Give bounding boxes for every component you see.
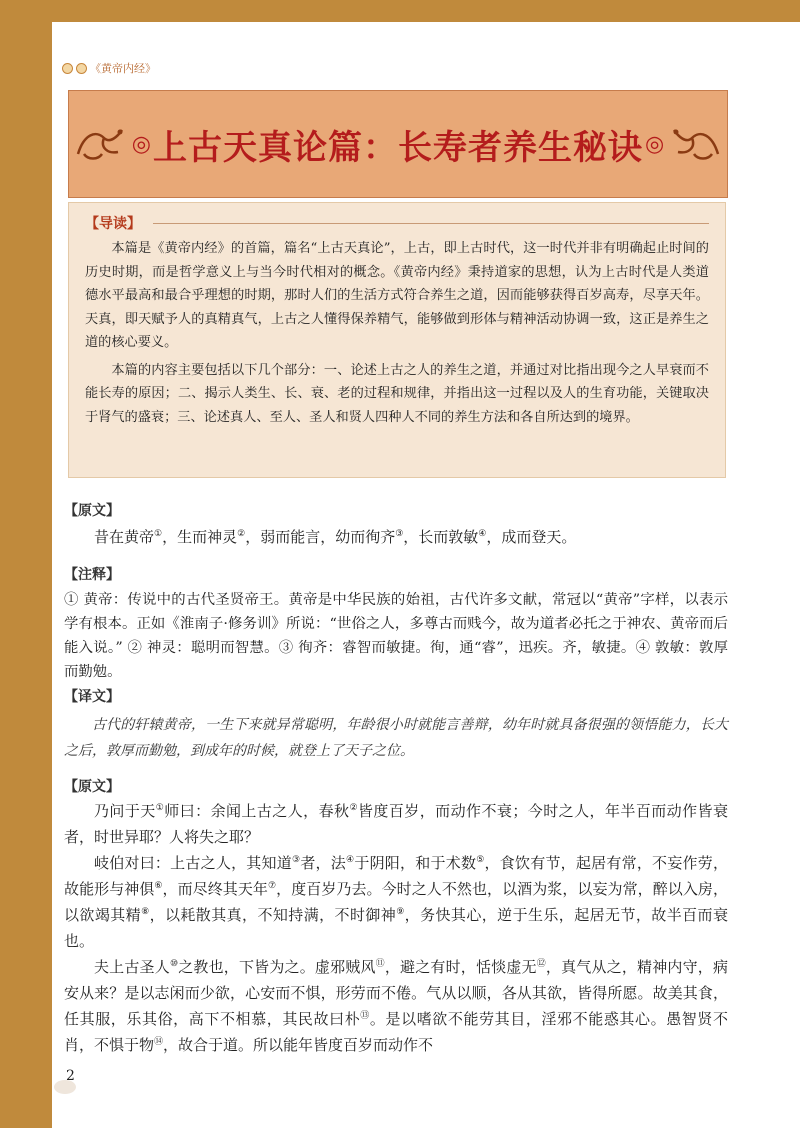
- chapter-title: 上古天真论篇：长寿者养生秘诀: [153, 127, 643, 168]
- divider: [153, 223, 709, 224]
- paragraph: 古代的轩辕黄帝，一生下来就异常聪明，年龄很小时就能言善辩，幼年时就具备很强的领悟能力，长大之后，敦厚而勤勉，到成年的时候，就登上了天子之位。: [64, 717, 728, 759]
- paragraph: 岐伯对曰：上古之人，其知道③者，法④于阴阳，和于术数⑤，食饮有节，起居有常，不妄作劳，故能形与神俱⑥，而尽终其天年⑦，度百岁乃去。今时之人不然也，以酒为浆，以妄为常，醉以入房，以欲竭其精⑧，以耗散其真，不知持满，不时御神⑨，务快其心，逆于生乐，起居无节，故半百而衰也。: [64, 854, 728, 950]
- intro-label: 【导读】: [85, 216, 141, 232]
- seal-icon: [76, 63, 87, 74]
- title-ornament: ◎: [645, 131, 665, 157]
- paragraph: 昔在黄帝①，生而神灵②，弱而能言，幼而徇齐③，长而敦敏④，成而登天。: [94, 528, 577, 546]
- section-label-original: 【原文】: [64, 779, 120, 795]
- dragon-ornament-icon: [670, 124, 722, 164]
- dragon-ornament-icon: [74, 124, 126, 164]
- running-header: [62, 60, 156, 76]
- intro-box: [68, 202, 726, 478]
- paragraph: 乃问于天①师曰：余闻上古之人，春秋②皆度百岁，而动作不衰；今时之人，年半百而动作皆衰者，时世异耶？人将失之耶？: [64, 802, 728, 846]
- section-label-notes: 【注释】: [64, 567, 120, 583]
- paragraph: 夫上古圣人⑩之教也，下皆为之。虚邪贼风⑪，避之有时，恬惔虚无⑫，真气从之，精神内守，病安从来？是以志闲而少欲，心安而不惧，形劳而不倦。气从以顺，各从其欲，皆得所愿。故美其食，任其服，乐其俗，高下不相慕，其民故曰朴⑬。是以嗜欲不能劳其目，淫邪不能惑其心。愚智贤不肖，不惧于物⑭，故合于道。所以能年皆度百岁而动作不: [64, 958, 728, 1054]
- original-text-2: [64, 798, 728, 1058]
- seal-icon: [62, 63, 73, 74]
- chapter-title-banner: [68, 90, 728, 198]
- page: [52, 22, 800, 1128]
- intro-heading: [85, 213, 709, 233]
- section-label-translation: 【译文】: [64, 689, 120, 705]
- notes-text: [64, 588, 728, 684]
- intro-paragraph: 本篇的内容主要包括以下几个部分：一、论述上古之人的养生之道，并通过对比指出现今之人早衰而不能长寿的原因；二、揭示人类生、长、衰、老的过程和规律，并指出这一过程以及人的生育功能，关键取决于肾气的盛衰；三、论述真人、至人、圣人和贤人四种人不同的养生方法和各自所达到的境界。: [85, 362, 709, 425]
- title-ornament: ◎: [131, 131, 151, 157]
- original-text-1: [64, 524, 728, 550]
- header-book-title: 《黄帝内经》: [90, 62, 156, 75]
- paragraph: ① 黄帝：传说中的古代圣贤帝王。黄帝是中华民族的始祖，古代许多文献，常冠以“黄帝”字样，以表示学有根本。正如《淮南子·修务训》所说：“世俗之人，多尊古而贱今，故为道者必托之于神农、黄帝而后能入说。” ② 神灵：聪明而智慧。③ 徇齐：睿智而敏捷。徇，通“睿”，迅疾。齐，敏捷。④ 敦敏：敦厚而勤勉。: [64, 592, 728, 680]
- page-number: 2: [66, 1068, 75, 1084]
- section-label-original: 【原文】: [64, 503, 120, 519]
- translation-text: [64, 712, 728, 764]
- intro-paragraph: 本篇是《黄帝内经》的首篇，篇名“上古天真论”，上古，即上古时代，这一时代并非有明确起止时间的历史时期，而是哲学意义上与当今时代相对的概念。《黄帝内经》秉持道家的思想，认为上古时代是人类道德水平最高和最合乎理想的时期，那时人们的生活方式符合养生之道，因而能够获得百岁高寿，尽享天年。天真，即天赋予人的真精真气，上古之人懂得保养精气，能够做到形体与精神活动协调一致，这正是养生之道的核心要义。: [85, 241, 709, 350]
